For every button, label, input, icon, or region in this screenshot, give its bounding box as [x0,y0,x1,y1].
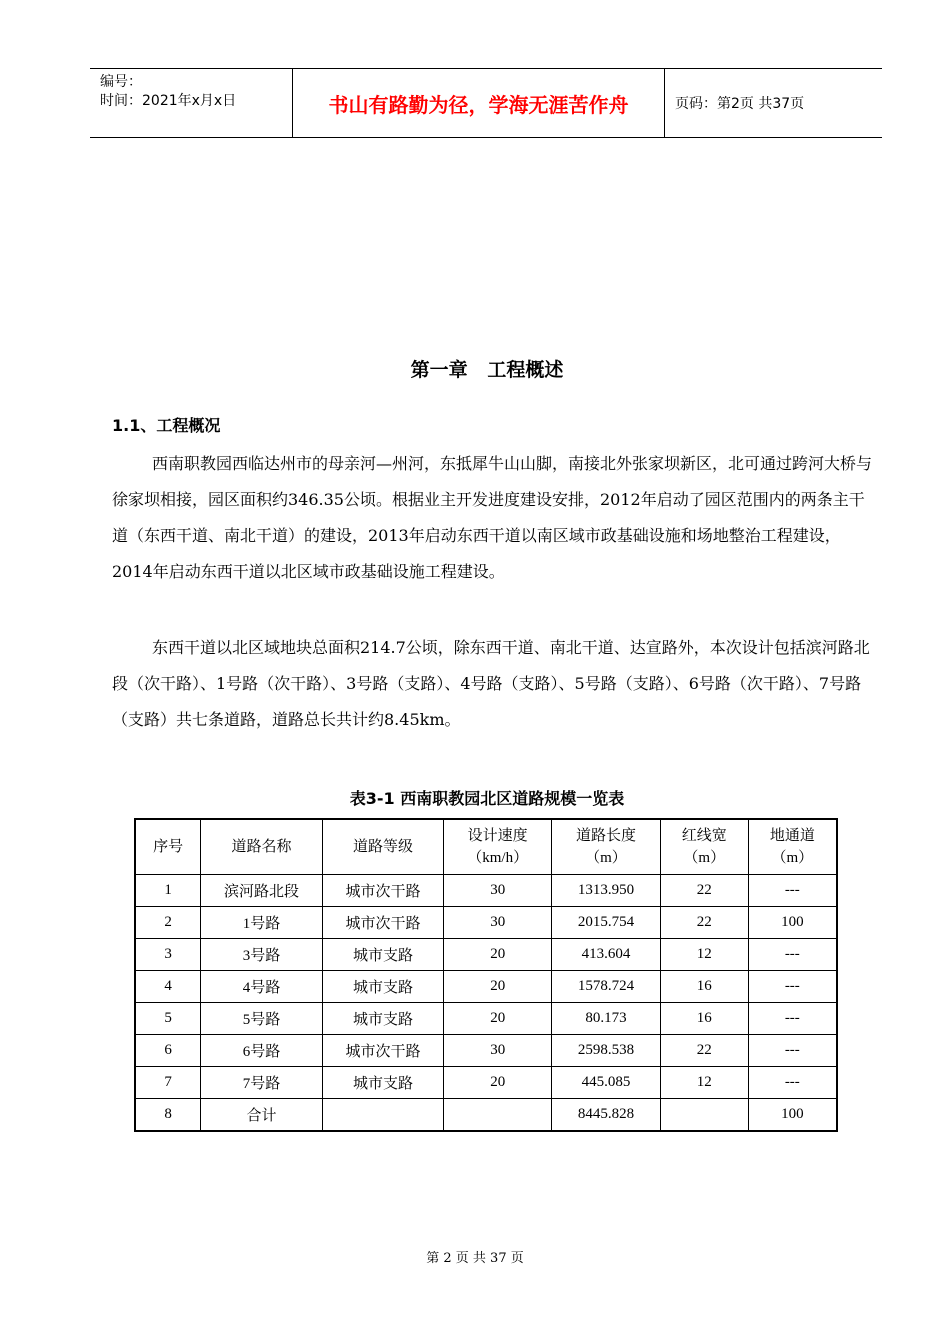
paragraph-1: 西南职教园西临达州市的母亲河—州河，东抵犀牛山山脚，南接北外张家坝新区，北可通过跨河大桥与徐家坝相接，园区面积约346.35公顷。根据业主开发进度建设安排，2012年启动了园区范围内的两条主干道（东西干道、南北干道）的建设，2013年启动东西干道以南区域市政基础设施和场地整治工程建设，2014年启动东西干道以北区域市政基础设施工程建设。 [112,454,873,581]
table-cell: 100 [748,907,837,939]
table-cell: 20 [444,939,552,971]
table-row [135,1035,837,1067]
table-cell: 城市支路 [322,1003,444,1035]
header-cell-title: 道路长度 [575,828,636,844]
header-cell-title: 道路名称 [231,839,292,855]
header-cell-title: 地通道 [769,828,815,844]
table-cell: 20 [444,1067,552,1099]
table-cell: --- [748,939,837,971]
header-cell-title: 序号 [153,839,184,855]
table-cell: 30 [444,875,552,907]
table-cell: 1313.950 [552,875,661,907]
table-cell: 城市支路 [322,1067,444,1099]
table-cell: 445.085 [552,1067,661,1099]
table-cell: 8 [135,1099,201,1132]
paragraph-2: 东西干道以北区域地块总面积214.7公顷，除东西干道、南北干道、达宣路外，本次设计包括滨河路北段（次干路）、1号路（次干路）、3号路（支路）、4号路（支路）、5号路（支路）、6号路（次干路）、7号路（支路）共七条道路，道路总长共计约8.45km。 [112,638,870,729]
table-header-cell [201,819,323,875]
header-meta [90,69,292,137]
chapter-title: 第一章 工程概述 [410,359,564,381]
table-cell: 20 [444,1003,552,1035]
table-row [135,907,837,939]
table-header-cell [748,819,837,875]
table-cell: --- [748,875,837,907]
table-cell: 滨河路北段 [201,875,323,907]
table-cell: 城市支路 [322,939,444,971]
header-cell-unit: （m） [683,850,726,866]
table-cell: 城市次干路 [322,1035,444,1067]
table-header-cell [444,819,552,875]
table-cell: 城市次干路 [322,875,444,907]
table-header-cell [660,819,748,875]
table-cell: 16 [660,1003,748,1035]
table-row [135,939,837,971]
section-title: 1.1、工程概况 [112,416,221,435]
table-header-cell [135,819,201,875]
table-cell: --- [748,1003,837,1035]
table-cell [660,1099,748,1132]
table-cell: --- [748,1035,837,1067]
table-cell: 城市次干路 [322,907,444,939]
table-cell: 16 [660,971,748,1003]
page-footer: 第 2 页 共 37 页 [426,1251,524,1266]
table-cell: --- [748,1067,837,1099]
table-cell: 12 [660,1067,748,1099]
table-row [135,1003,837,1035]
table-cell: 合计 [201,1099,323,1132]
table-cell: 30 [444,1035,552,1067]
table-header-cell [322,819,444,875]
table-row [135,1099,837,1132]
header-motto: 书山有路勤为径，学海无涯苦作舟 [292,69,665,137]
header-cell-title: 红线宽 [681,828,727,844]
header-cell-title: 设计速度 [467,828,528,844]
table-cell: 2015.754 [552,907,661,939]
page-header [90,68,882,138]
table-cell: 22 [660,1035,748,1067]
header-number-label: 编号： [100,74,142,90]
road-scale-table [134,818,838,1132]
header-cell-title: 道路等级 [353,839,414,855]
table-cell: 8445.828 [552,1099,661,1132]
table-cell: 100 [748,1099,837,1132]
table-cell: 22 [660,907,748,939]
table-cell: 7号路 [201,1067,323,1099]
table-cell: 20 [444,971,552,1003]
table-cell: 5 [135,1003,201,1035]
header-cell-unit: （km/h） [467,850,529,866]
table-cell: 4号路 [201,971,323,1003]
header-time-label: 时间：2021年x月x日 [100,93,237,109]
table-cell: 12 [660,939,748,971]
table-cell: 1 [135,875,201,907]
table-cell: 1578.724 [552,971,661,1003]
table-cell: 4 [135,971,201,1003]
table-cell: --- [748,971,837,1003]
table-cell: 5号路 [201,1003,323,1035]
header-cell-unit: （m） [771,850,814,866]
table-cell: 3号路 [201,939,323,971]
table-header-row [135,819,837,875]
table-cell: 80.173 [552,1003,661,1035]
table-cell: 22 [660,875,748,907]
header-cell-unit: （m） [585,850,627,866]
table-cell [322,1099,444,1132]
table-row [135,1067,837,1099]
table-cell: 城市支路 [322,971,444,1003]
table-body [135,875,837,1132]
table-row [135,875,837,907]
table-cell: 3 [135,939,201,971]
table-cell: 413.604 [552,939,661,971]
table-cell: 2 [135,907,201,939]
table-cell: 6号路 [201,1035,323,1067]
table-cell: 1号路 [201,907,323,939]
table-cell: 7 [135,1067,201,1099]
table-cell [444,1099,552,1132]
table-cell: 30 [444,907,552,939]
table-caption: 表3-1 西南职教园北区道路规模一览表 [349,789,625,808]
table-header-cell [552,819,661,875]
table-row [135,971,837,1003]
table-cell: 2598.538 [552,1035,661,1067]
table-cell: 6 [135,1035,201,1067]
header-page-label: 页码：第2页 共37页 [675,96,805,112]
